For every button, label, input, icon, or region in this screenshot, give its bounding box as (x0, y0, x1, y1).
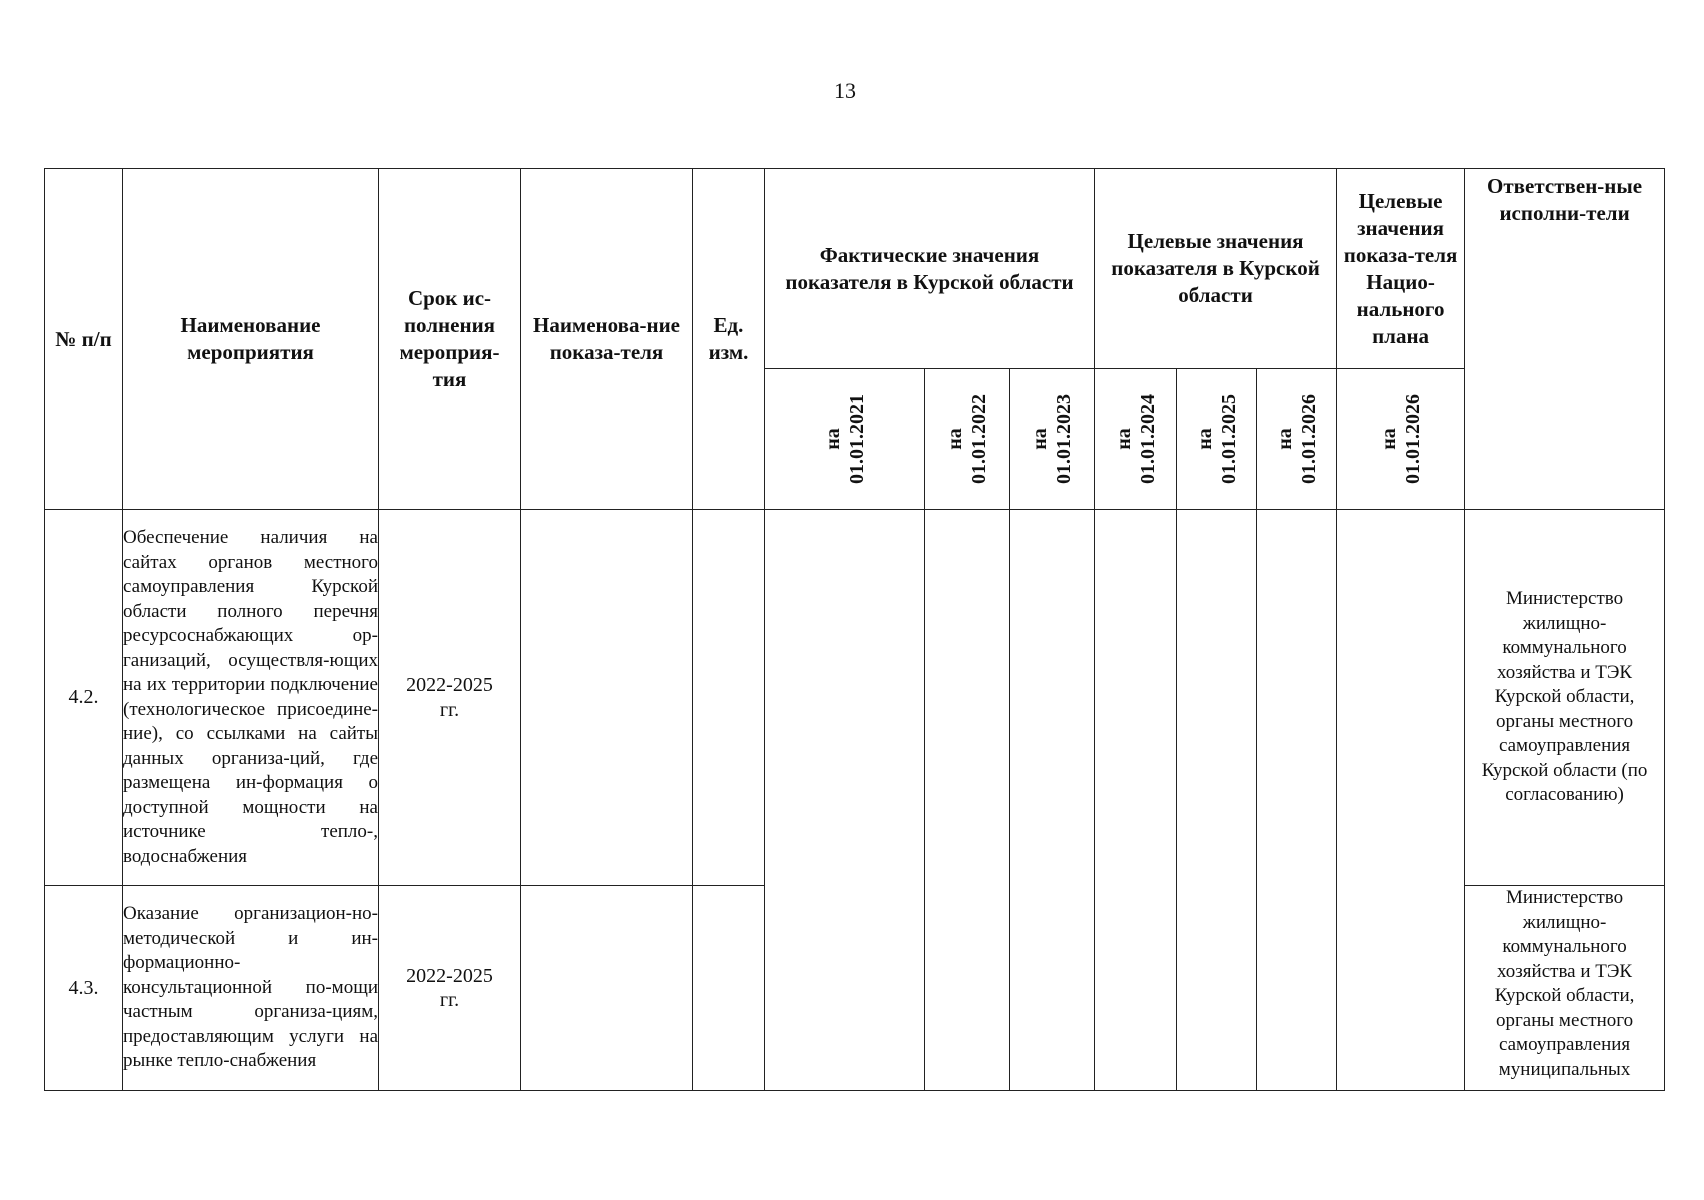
row-number: 4.3. (45, 886, 123, 1091)
indicator-cell (521, 886, 693, 1091)
header-actual-values: Фактические значения показателя в Курской области (765, 169, 1095, 369)
header-unit: Ед. изм. (693, 169, 765, 510)
header-responsible: Ответствен-ные исполни-тели (1465, 169, 1665, 510)
header-date-2024: на 01.01.2024 (1095, 369, 1177, 510)
indicator-cell (521, 510, 693, 886)
header-date-2026: на 01.01.2026 (1257, 369, 1337, 510)
value-cell (1010, 510, 1095, 1091)
header-term: Срок ис-полнения мероприя-тия (379, 169, 521, 510)
indicators-table (44, 168, 1665, 1091)
event-description: Оказание организацион-но-методической и ин-формационно-консультационной по-мощи частным организа-циям, предоставляющим услуги на рынке тепло-снабжения (123, 886, 379, 1091)
value-cell (925, 510, 1010, 1091)
responsible-executors: Министерство жилищно-коммунального хозяйства и ТЭК Курской области, органы местного самоуправления муниципальных (1465, 886, 1665, 1091)
header-date-2022: на 01.01.2022 (925, 369, 1010, 510)
page-number: 13 (834, 78, 856, 103)
event-term: 2022-2025 гг. (379, 510, 521, 886)
value-cell (765, 510, 925, 1091)
responsible-executors: Министерство жилищно-коммунального хозяйства и ТЭК Курской области, органы местного самоуправления Курской области (по согласованию) (1465, 510, 1665, 886)
row-number: 4.2. (45, 510, 123, 886)
header-indicator-name: Наименова-ние показа-теля (521, 169, 693, 510)
event-term: 2022-2025 гг. (379, 886, 521, 1091)
header-date-2023: на 01.01.2023 (1010, 369, 1095, 510)
header-num: № п/п (45, 169, 123, 510)
header-date-national-2026: на 01.01.2026 (1337, 369, 1465, 510)
event-description: Обеспечение наличия на сайтах органов местного самоуправления Курской области полного перечня ресурсоснабжающих ор-ганизаций, осуществля-ющих на их территории подключение (технологическое присоедине-ние), со ссылками на сайты данных организа-ций, где размещена ин-формация о доступной мощности на источнике тепло-, водоснабжения (123, 510, 379, 886)
unit-cell (693, 510, 765, 886)
header-national-target: Целевые значения показа-теля Нацио-нального плана (1337, 169, 1465, 369)
value-cell (1095, 510, 1177, 1091)
header-date-2021: на 01.01.2021 (765, 369, 925, 510)
value-cell (1337, 510, 1465, 1091)
table-row (45, 510, 1665, 886)
value-cell (1257, 510, 1337, 1091)
value-cell (1177, 510, 1257, 1091)
unit-cell (693, 886, 765, 1091)
header-target-values: Целевые значения показателя в Курской области (1095, 169, 1337, 369)
header-date-2025: на 01.01.2025 (1177, 369, 1257, 510)
header-event-name: Наименование мероприятия (123, 169, 379, 510)
